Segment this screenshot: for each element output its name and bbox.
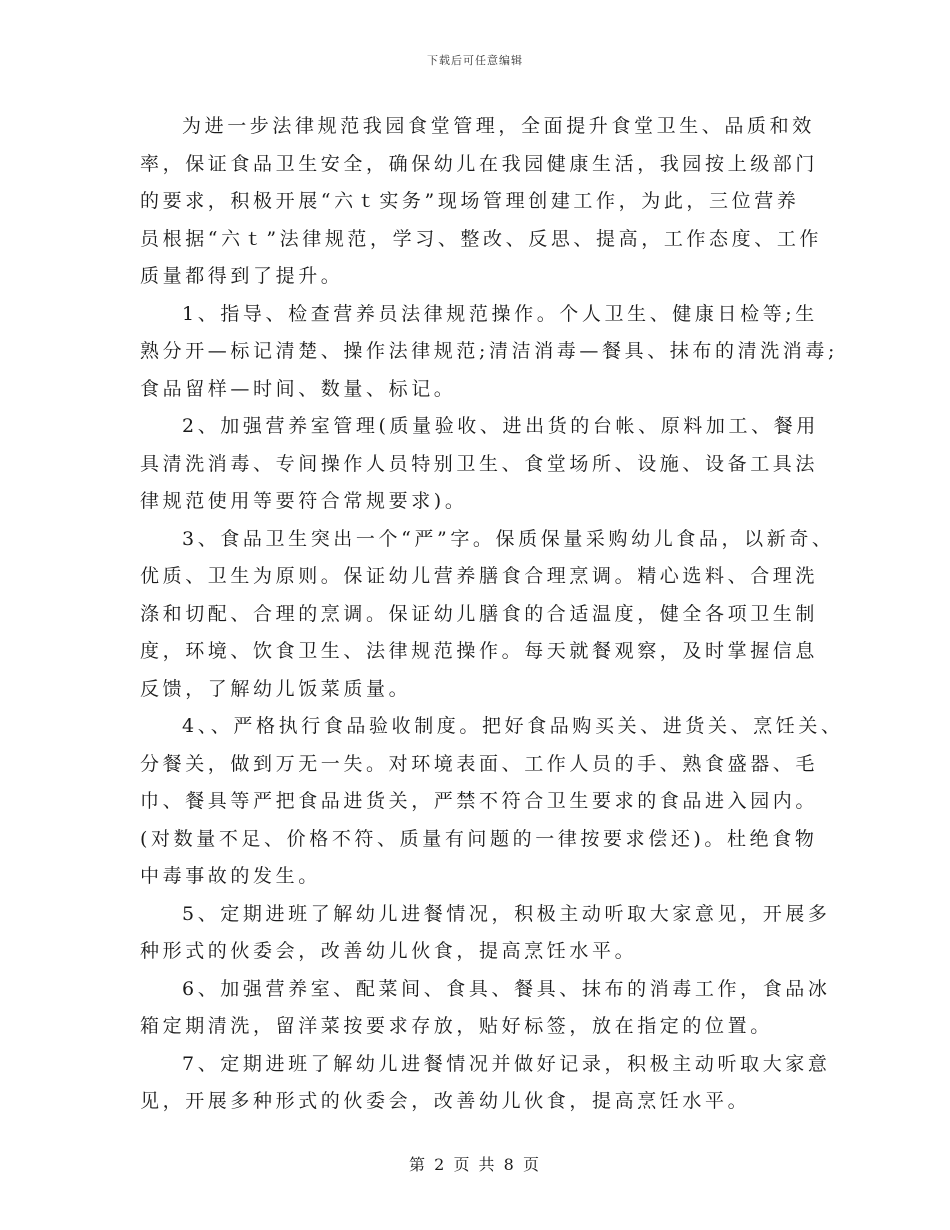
text-line: 6、加强营养室、配菜间、食具、餐具、抹布的消毒工作，食品冰 bbox=[182, 977, 831, 1000]
text-line: 质量都得到了提升。 bbox=[140, 265, 344, 287]
paragraph-item-7 bbox=[140, 1046, 831, 1121]
text-line: 种形式的伙委会，改善幼儿伙食，提高烹饪水平。 bbox=[140, 940, 638, 962]
paragraph-item-2 bbox=[140, 408, 820, 521]
text-line: (对数量不足、价格不符、质量有问题的一律按要求偿还)。杜绝食物 bbox=[140, 827, 818, 850]
footer-current-page: 2 bbox=[434, 1155, 447, 1174]
text-line: 食品留样—时间、数量、标记。 bbox=[140, 377, 457, 400]
text-line: 熟分开—标记清楚、操作法律规范;清洁消毒—餐具、抹布的清洗消毒; bbox=[140, 340, 839, 362]
paragraph-item-4 bbox=[140, 708, 844, 896]
text-line: 员根据“六ｔ”法律规范，学习、整改、反思、提高，工作态度、工作 bbox=[140, 227, 823, 250]
text-line: 巾、餐具等严把食品进货关，严禁不符合卫生要求的食品进入园内。 bbox=[140, 790, 819, 812]
footer-suffix: 页 bbox=[522, 1155, 541, 1174]
paragraph-item-5 bbox=[140, 896, 831, 971]
footer-total-word: 共 bbox=[478, 1155, 497, 1174]
footer-total-pages: 8 bbox=[503, 1155, 516, 1174]
paragraph-item-6 bbox=[140, 971, 831, 1046]
text-line: 律规范使用等要符合常规要求)。 bbox=[140, 490, 468, 512]
text-line: 4、、严格执行食品验收制度。把好食品购买关、进货关、烹饪关、 bbox=[182, 715, 844, 737]
document-body bbox=[140, 108, 844, 1121]
text-line: 的要求，积极开展“六ｔ实务”现场管理创建工作，为此，三位营养 bbox=[140, 190, 800, 212]
text-line: 为进一步法律规范我园食堂管理，全面提升食堂卫生、品质和效 bbox=[182, 115, 815, 137]
footer-page-word: 页 bbox=[453, 1155, 472, 1174]
text-line: 优质、卫生为原则。保证幼儿营养膳食合理烹调。精心选料、合理洗 bbox=[140, 565, 819, 587]
text-line: 1、指导、检查营养员法律规范操作。个人卫生、健康日检等;生 bbox=[182, 302, 818, 325]
paragraph-item-1 bbox=[140, 296, 839, 409]
text-line: 涤和切配、合理的烹调。保证幼儿膳食的合适温度，健全各项卫生制 bbox=[140, 602, 819, 625]
text-line: 2、加强营养室管理(质量验收、进出货的台帐、原料加工、餐用 bbox=[182, 415, 819, 437]
text-line: 具清洗消毒、专间操作人员特别卫生、食堂场所、设施、设备工具法 bbox=[140, 452, 819, 475]
text-line: 分餐关，做到万无一失。对环境表面、工作人员的手、熟食盛器、毛 bbox=[140, 752, 819, 775]
text-line: 箱定期清洗，留洋菜按要求存放，贴好标签，放在指定的位置。 bbox=[140, 1015, 773, 1037]
text-line: 见，开展多种形式的伙委会，改善幼儿伙食，提高烹饪水平。 bbox=[140, 1090, 751, 1112]
paragraph-intro bbox=[140, 108, 823, 296]
text-line: 7、定期进班了解幼儿进餐情况并做好记录，积极主动听取大家意 bbox=[182, 1052, 831, 1075]
page-header: 下载后可任意编辑 bbox=[427, 54, 523, 67]
text-line: 率，保证食品卫生安全，确保幼儿在我园健康生活，我园按上级部门 bbox=[140, 152, 819, 175]
text-line: 度，环境、饮食卫生、法律规范操作。每天就餐观察，及时掌握信息 bbox=[140, 640, 819, 662]
paragraph-item-3 bbox=[140, 521, 835, 709]
text-line: 5、定期进班了解幼儿进餐情况，积极主动听取大家意见，开展多 bbox=[182, 902, 831, 925]
footer-prefix: 第 bbox=[409, 1155, 428, 1174]
text-line: 反馈，了解幼儿饭菜质量。 bbox=[140, 677, 412, 700]
text-line: 中毒事故的发生。 bbox=[140, 865, 321, 887]
text-line: 3、食品卫生突出一个“严”字。保质保量采购幼儿食品，以新奇、 bbox=[182, 527, 835, 550]
page-footer bbox=[0, 1152, 950, 1175]
